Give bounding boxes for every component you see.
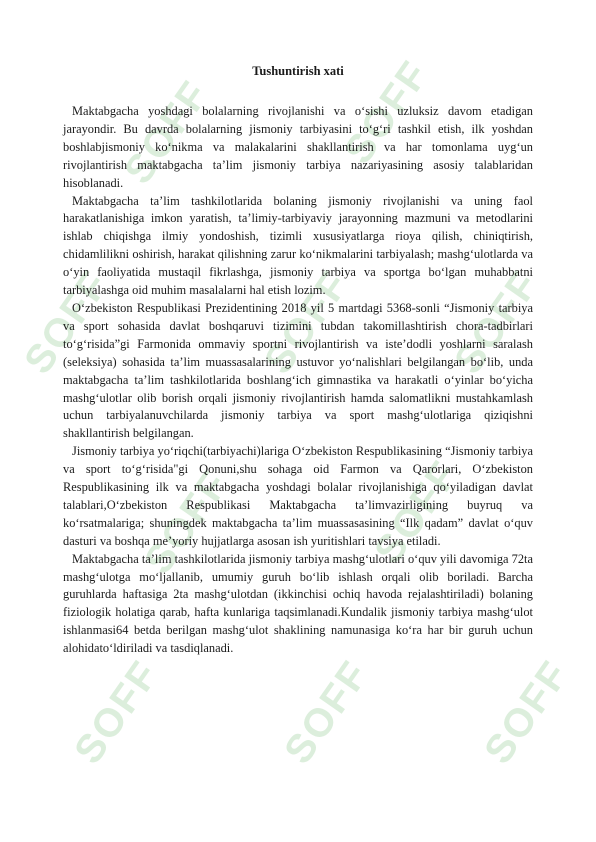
paragraph: O‘zbekiston Respublikasi Prezidentining 2018 yil 5 martdagi 5368-sonli “Jismoniy tarbiya va sport sohasida davlat boshqaruvi tizimini tubdan takomillashtirish chora-tadbirlari to‘g‘risida”gi Farmonida ommaviy sportni rivojlantirish va iste’dodli yoshlarni saralash (seleksiya) sohasida ta’lim muassasalarining ustuvor yo‘nalishlari belgilangan bo‘lib, unda maktabgacha ta’lim tashkilotlarida boshlang‘ich gimnastika va harakatli o‘yinlar bo‘yicha mashg‘ulotlar olib borish orqali jismoniy rivojlantirish hamda salomatlikni mustahkamlash uchun tarbiyalanuvchilarda jismoniy tarbiya va sport mashg‘ulotlariga qiziqishni shakllantirish belgilangan. bbox=[63, 300, 533, 441]
watermark-text: SOFF bbox=[366, 452, 468, 572]
document-page bbox=[63, 0, 533, 658]
watermark-text: SOFF bbox=[336, 52, 438, 172]
watermark-text: SOFF bbox=[136, 462, 238, 582]
watermark-text: SOFF bbox=[276, 652, 378, 772]
watermark-text: SOFF bbox=[66, 652, 168, 772]
paragraph: Jismoniy tarbiya yo‘riqchi(tarbiyachi)lariga O‘zbekiston Respublikasining “Jismoniy tarbiya va sport to‘g‘risida"gi Qonuni,shu sohaga oid Farmon va Qarorlari, O‘zbekiston Respublikasining ilk va maktabgacha yoshdagi bolalar rivojlanishiga qo‘yiladigan davlat talablari,O‘zbekiston Respublikasi Maktabgacha ta’limvazirligining buyruq va ko‘rsatmalariga; shuningdek maktabgacha ta’lim muassasasining “Ilk qadam” davlat o‘quv dasturi va boshqa me’yoriy hujjatlarga asosan ish yuritishlari tavsiya etiladi. bbox=[63, 444, 533, 548]
watermark-text: SOFF bbox=[446, 262, 548, 382]
watermark-text: SOFF bbox=[256, 262, 358, 382]
document-title: Tushuntirish xati bbox=[252, 64, 344, 78]
watermark-text: SOFF bbox=[476, 652, 578, 772]
document-body bbox=[63, 103, 533, 658]
paragraph: Maktabgacha yoshdagi bolalarning rivojlanishi va o‘sishi uzluksiz davom etadigan jarayondir. Bu davrda bolalarning jismoniy tarbiyasini to‘g‘ri tashkil etish, ilk yoshdan boshlabjismoniy ko‘nikma va malakalarini shakllantirish va har tomonlama uyg‘un rivojlantirish maktabgacha ta’lim jismoniy tarbiya nazariyasining asosiy talablaridan hisoblanadi. bbox=[63, 104, 533, 190]
watermark-text: SOFF bbox=[16, 262, 118, 382]
paragraph: Maktabgacha ta’lim tashkilotlarida jismoniy tarbiya mashg‘ulotlari o‘quv yili davomiga 72ta mashg‘ulotga mo‘ljallanib, umumiy guruh bo‘lib ishlash orqali olib boriladi. Barcha guruhlarda haftasiga 2ta mashg‘ulotdan (ikkinchisi ochiq havoda rejalashtiriladi) bolaning fiziologik holatiga qarab, hafta kunlariga taqsimlanadi.Kundalik jismoniy tarbiya mashg‘ulot ishlanmasi64 betda berilgan mashg‘ulot shaklining namunasiga ko‘ra har bir guruh uchun alohidato‘ldiriladi va tasdiqlanadi. bbox=[63, 551, 533, 656]
paragraph: Maktabgacha ta’lim tashkilotlarida bolaning jismoniy rivojlanishi va uning faol harakatlanishiga imkon yaratish, ta’limiy-tarbiyaviy jarayonning mazmuni va metodlarini ishlab chiqishga ilmiy yondoshish, tizimli xususiyatlarga rioya qilish, chiniqtirish, chidamlilikni oshirish, harakat qilishning zarur ko‘nikmalarini tarbiyalash; mashg‘ulotlarda va o‘yin faoliyatida mustaqil fikrlashga, jismoniy tarbiya va sportga bo‘lgan muhabbatni tarbiyalashga oid muhim masalalarni hal etish lozim. bbox=[63, 193, 533, 298]
watermark-text: SOFF bbox=[116, 72, 218, 192]
